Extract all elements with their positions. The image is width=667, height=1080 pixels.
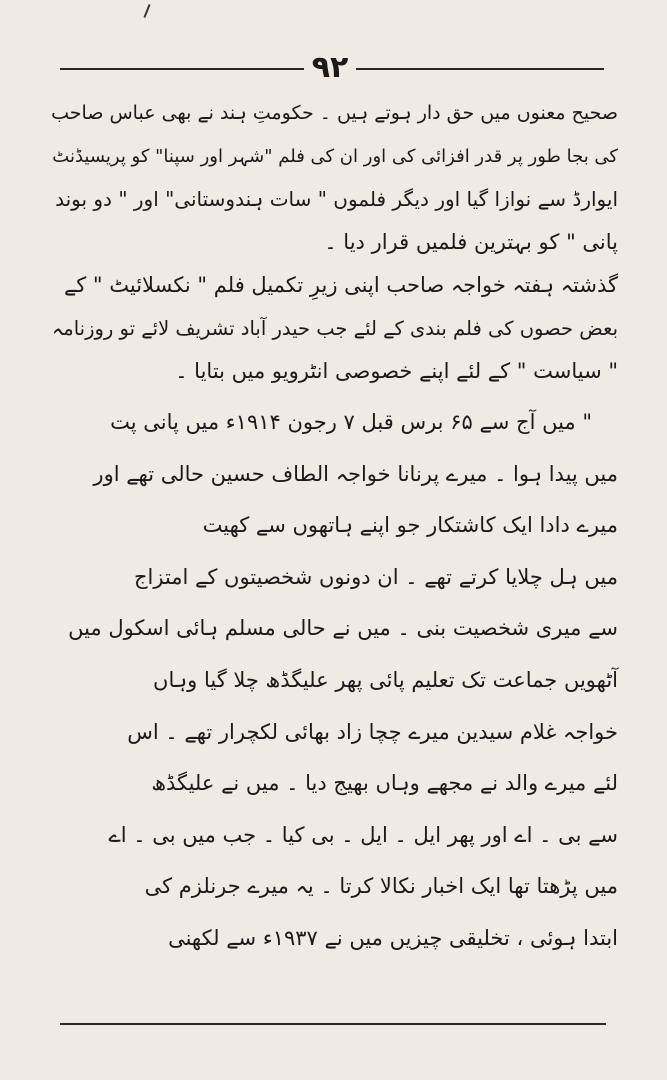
text-line: میں پیدا ہوا ۔ میرے پرنانا خواجہ الطاف حسین حالی تھے اور <box>93 461 618 486</box>
text-line: سے میری شخصیت بنی ۔ میں نے حالی مسلم ہائی اسکول میں <box>68 616 618 641</box>
text-line: صحیح معنوں میں حق دار ہوتے ہیں ۔ حکومتِ ہند نے بھی عباس صاحب <box>51 102 618 124</box>
text-line: " سیاست " کے لئے اپنے خصوصی انٹرویو میں بتایا ۔ <box>175 359 618 383</box>
paragraph <box>52 92 618 264</box>
text-line: آٹھویں جماعت تک تعلیم پائی پھر علیگڈھ چلا گیا وہاں <box>153 667 618 692</box>
header-rule-left <box>60 68 304 70</box>
text-line: ایوارڈ سے نوازا گیا اور دیگر فلموں " سات ہندوستانی" اور " دو بوند <box>55 187 618 211</box>
paragraph-quote <box>52 397 618 965</box>
page-number: ۹۲ <box>311 50 349 85</box>
footer-rule <box>60 1023 606 1025</box>
text-line: خواجہ غلام سیدین میرے چچا زاد بھائی لکچرار تھے ۔ اس <box>127 719 618 744</box>
text-line: میرے دادا ایک کاشتکار جو اپنے ہاتھوں سے کھیت <box>202 513 618 538</box>
pen-mark <box>143 4 150 18</box>
text-line: میں ہل چلایا کرتے تھے ۔ ان دونوں شخصیتوں کے امتزاج <box>133 564 618 589</box>
text-line: " میں آج سے ۶۵ برس قبل ۷ رجون ۱۹۱۴ء میں پانی پت <box>110 410 592 434</box>
text-line: ابتدا ہوئی ، تخلیقی چیزیں میں نے ۱۹۳۷ء سے لکھنی <box>168 925 618 950</box>
header-rule-right <box>356 68 604 70</box>
text-line: سے بی ۔ اے اور پھر ایل ۔ ایل ۔ بی کیا ۔ جب میں بی ۔ اے <box>108 822 618 847</box>
text-line: کی بجا طور پر قدر افزائی کی اور ان کی فلم "شہر اور سپنا" کو پریسیڈنٹ <box>52 146 618 167</box>
text-line: بعض حصوں کی فلم بندی کے لئے جب حیدر آباد تشریف لائے تو روزنامہ <box>51 317 618 340</box>
text-line: پانی " کو بہترین فلمیں قرار دیا ۔ <box>324 230 618 254</box>
text-line: میں پڑھتا تھا ایک اخبار نکالا کرتا ۔ یہ میرے جرنلزم کی <box>144 874 618 899</box>
text-line: گذشتہ ہفتہ خواجہ صاحب اپنی زیرِ تکمیل فلم " نکسلائیٹ " کے <box>63 273 618 297</box>
text-line: لئے میرے والد نے مجھے وہاں بھیج دیا ۔ میں نے علیگڈھ <box>151 771 618 796</box>
body-text <box>52 92 618 965</box>
paragraph <box>52 264 618 393</box>
